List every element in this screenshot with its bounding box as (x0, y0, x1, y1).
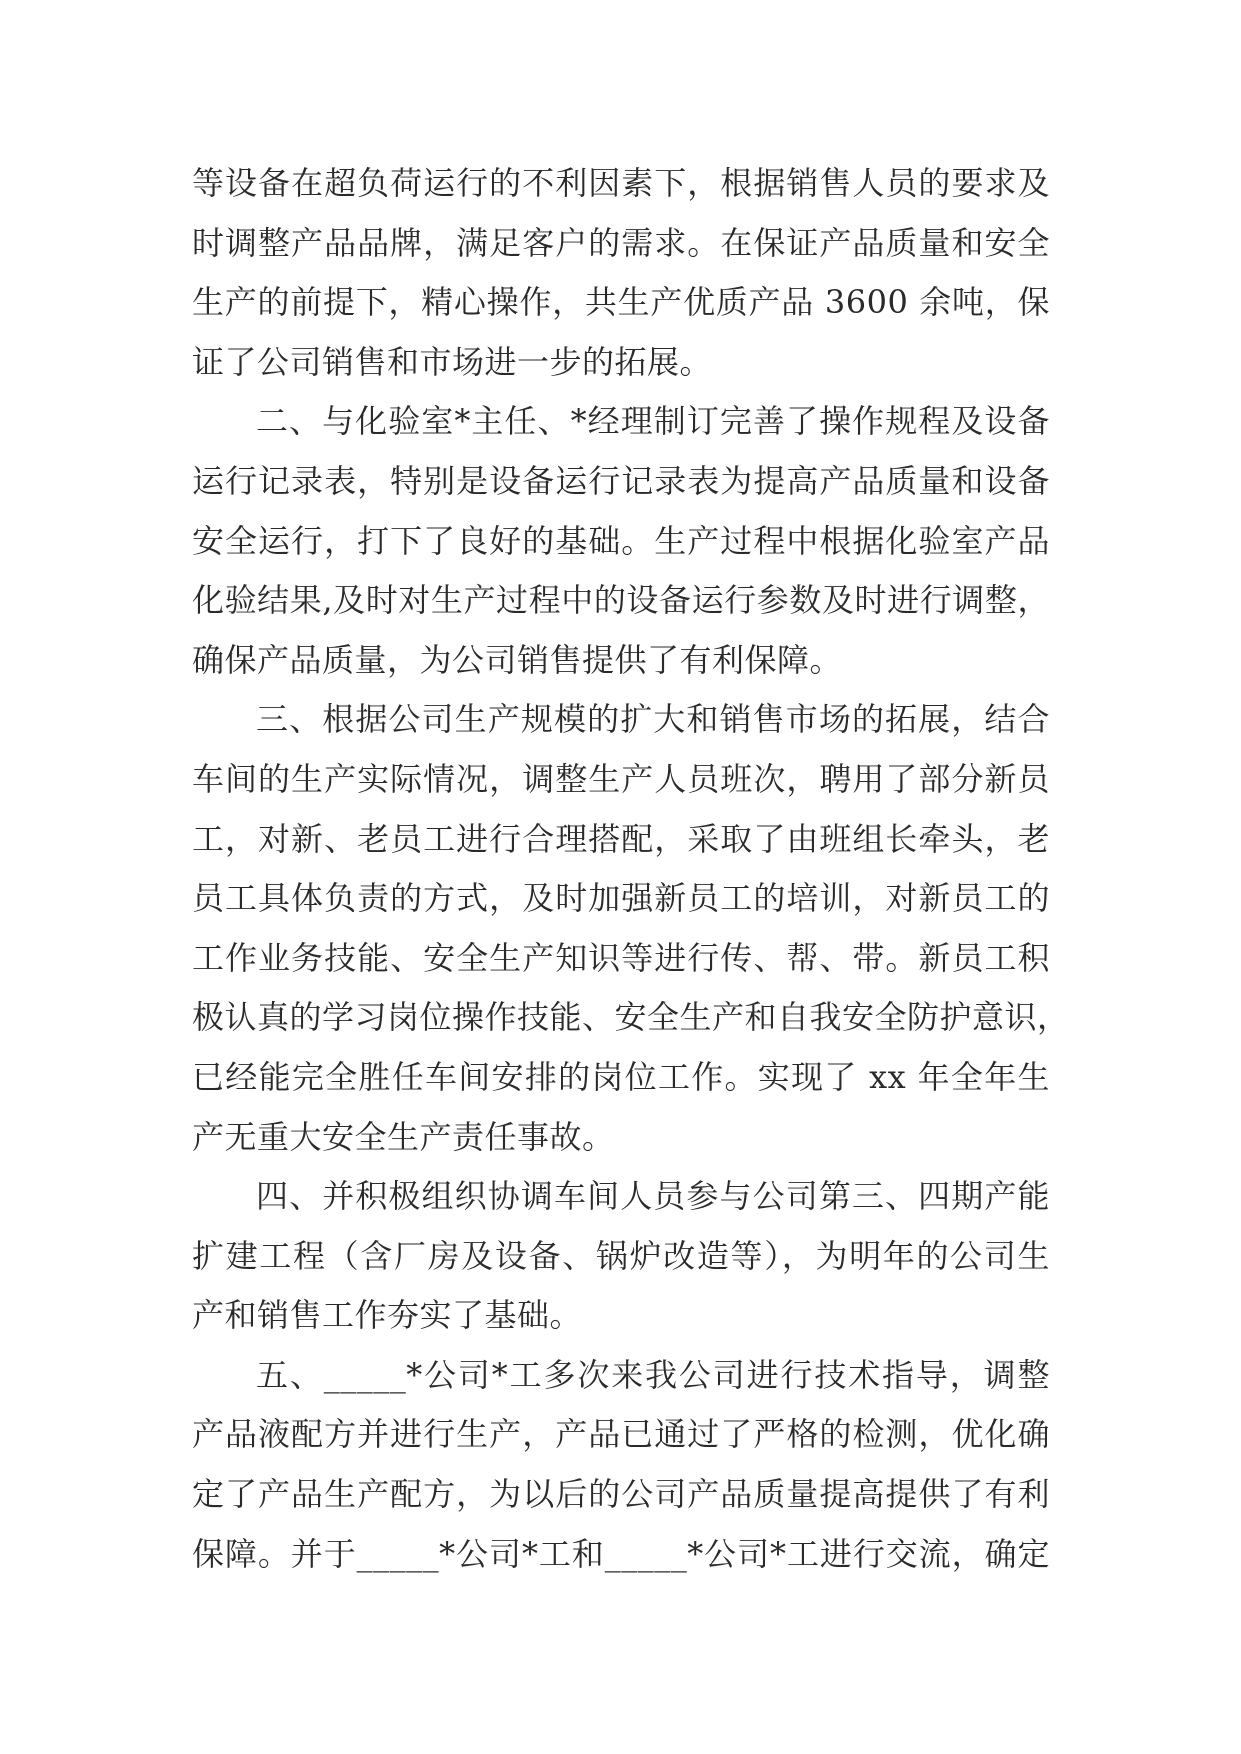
text-line: 确保产品质量，为公司销售提供了有利保障。 (192, 640, 843, 679)
text-line: 已经能完全胜任车间安排的岗位工作。实现了 xx 年全年生 (192, 1057, 1050, 1096)
text-line: 运行记录表，特别是设备运行记录表为提高产品质量和设备 (192, 461, 1050, 500)
text-line: 保障。并于_____*公司*工和_____*公司*工进行交流，确定 (192, 1534, 1050, 1573)
text-line: 等设备在超负荷运行的不利因素下，根据销售人员的要求及 (192, 164, 1050, 202)
paragraph-4-first-line: 四、并积极组织协调车间人员参与公司第三、四期产能 (256, 1177, 1050, 1216)
text-line: 产和销售工作夯实了基础。 (192, 1296, 583, 1335)
paragraph-2-first-line: 二、与化验室*主任、*经理制订完善了操作规程及设备 (256, 402, 1050, 441)
text-line: 化验结果,及时对生产过程中的设备运行参数及时进行调整， (192, 581, 1050, 620)
paragraph-3-first-line: 三、根据公司生产规模的扩大和销售市场的拓展，结合 (256, 700, 1050, 739)
text-line: 定了产品生产配方，为以后的公司产品质量提高提供了有利 (192, 1475, 1050, 1514)
text-line: 工，对新、老员工进行合理搭配，采取了由班组长牵头，老 (192, 819, 1050, 858)
document-body (192, 154, 1070, 1584)
text-line: 产品液配方并进行生产，产品已通过了严格的检测，优化确 (192, 1415, 1050, 1454)
paragraph-5-first-line: 五、_____*公司*工多次来我公司进行技术指导，调整 (256, 1355, 1050, 1394)
text-line: 扩建工程（含厂房及设备、锅炉改造等），为明年的公司生 (192, 1236, 1050, 1275)
text-line: 证了公司销售和市场进一步的拓展。 (192, 342, 713, 381)
text-line: 时调整产品品牌，满足客户的需求。在保证产品质量和安全 (192, 223, 1050, 262)
text-line: 安全运行，打下了良好的基础。生产过程中根据化验室产品 (192, 521, 1050, 560)
text-line: 产无重大安全生产责任事故。 (192, 1117, 615, 1156)
text-line: 工作业务技能、安全生产知识等进行传、帮、带。新员工积 (192, 938, 1050, 977)
text-line: 极认真的学习岗位操作技能、安全生产和自我安全防护意识， (192, 998, 1070, 1037)
text-line: 员工具体负责的方式，及时加强新员工的培训，对新员工的 (192, 879, 1050, 918)
text-line: 生产的前提下，精心操作，共生产优质产品 3600 余吨，保 (192, 283, 1050, 322)
text-line: 车间的生产实际情况，调整生产人员班次，聘用了部分新员 (192, 759, 1050, 798)
